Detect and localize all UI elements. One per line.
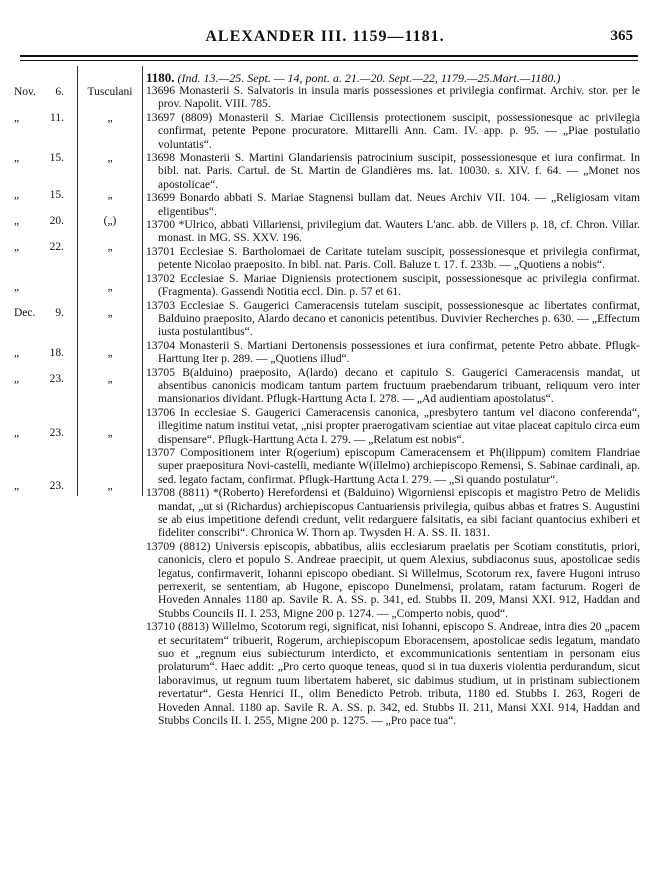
- margin-month: Nov.: [14, 86, 36, 98]
- regest-entry: 13703 Ecclesiae S. Gaugerici Cameracensis tutelam suscipit, possessionesque ac libertates confirmat, Balduino praeposito, Alardo decano et canonicis petentibus. Duvivier Recherches p. 630. — „Effectum iusta postulantibus“.: [146, 298, 640, 339]
- regest-entry: 13696 Monasterii S. Salvatoris in insula maris possessiones et privilegia confirmat. Archiv. stor. per le prov. Napolit. VIII. 785.: [146, 84, 640, 111]
- regest-entry: 13706 In ecclesiae S. Gaugerici Cameracensis canonica, „presbytero tantum vel diacono conferenda“, illegitime natum institui vetat, „nisi propter praerogativam scientiae aut vitae placeat capitulo circa eum dispensare“. Pflugk-Harttung Acta I. 279. — „Relatum est nobis“.: [146, 405, 640, 446]
- margin-month: „: [14, 281, 20, 293]
- margin-month: „: [14, 215, 20, 227]
- margin-month: „: [14, 480, 20, 492]
- margin-month: „: [14, 347, 20, 359]
- margin-month: „: [14, 112, 20, 124]
- margin-day: 15.: [49, 189, 64, 201]
- margin-date: [14, 189, 64, 201]
- regest-entry: 13705 B(alduino) praeposito, A(lardo) decano et capitulo S. Gaugerici Cameracensis mandat, ut absentibus canonicis modicam tantum partem fructuum praebendarum tribuant, reliquum vero inter mansionarios dividant. Pflugk-Harttung Acta I. 278. — „Ad audientiam apostolatus“.: [146, 365, 640, 406]
- margin-place: „: [107, 189, 113, 201]
- margin-day: 18.: [49, 347, 64, 359]
- margin-place: „: [107, 427, 113, 439]
- regest-entry: 13707 Compositionem inter R(ogerium) episcopum Cameracensem et Ph(ilippum) comitem Flandriae super praepositura Novi-castelli, mediante W(illelmo) archiepiscopo Remensi, S. Sabinae cardinali, ap. sed. legato factam, confirmat. Pflugk-Harttung Acta I. 279. — „Si quando postulatur“.: [146, 445, 640, 486]
- margin-date: [14, 480, 64, 492]
- regest-entry: 13697 (8809) Monasterii S. Mariae Cicillensis protectionem suscipit, possessionesque ac privilegia confirmat, petente Pepone procuratore. Mittarelli Ann. Cam. IV. app. p. 95. — „Piae postulatio voluntatis“.: [146, 110, 640, 151]
- regest-entry: 13702 Ecclesiae S. Mariae Digniensis protectionem suscipit, possessionesque ac privilegia confirmat. (Fragmenta). Gassendi Notitia eccl. Din. p. 57 et 61.: [146, 271, 640, 299]
- regest-entry: 13708 (8811) *(Roberto) Herefordensi et (Balduino) Wigorniensi episcopis et magistro Petro de Melidis mandat, „ut si (Richardus) archiepiscopus Cantuariensis privilegia, quibus abbas et fratres S. Augustini se ab eius impetitione defendi credunt, velit redarguere falsitatis, ea sibi faciant quantocius exhiberi et fideliter conscribi“. Chronica W. Thorn ap. Twysden H. A. SS. II. 1831.: [146, 486, 640, 540]
- regesta-entries: [146, 84, 640, 728]
- margin-date: [14, 86, 64, 98]
- header-rule-bottom: [20, 60, 638, 61]
- regest-entry: 13704 Monasterii S. Martiani Dertonensis possessiones et iura confirmat, petente Petro abbate. Pflugk-Harttung Iter p. 289. — „Quotiens illud“.: [146, 338, 640, 366]
- regest-entry: 13701 Ecclesiae S. Bartholomaei de Caritate tutelam suscipit, possessionesque et privilegia confirmat, petente Nicolao praeposito. In bibl. nat. Paris. Coll. Baluze t. 17. f. 233b. — „Quotiens a nobis“.: [146, 244, 640, 272]
- margin-place: „: [107, 480, 113, 492]
- margin-date: [14, 112, 64, 124]
- page-number: 365: [610, 28, 633, 44]
- margin-date: [14, 215, 64, 227]
- regest-entry: 13700 *Ulrico, abbati Villariensi, privilegium dat. Wauters L'anc. abb. de Villers p. 18, cf. Chron. Villar. monast. in MG. SS. XXV. 196.: [146, 218, 640, 245]
- margin-place: „: [107, 112, 113, 124]
- margin-place: „: [107, 347, 113, 359]
- margin-day: 9.: [55, 307, 64, 319]
- margin-date: [14, 152, 64, 164]
- margin-day: 15.: [49, 152, 64, 164]
- margin-day: 20.: [49, 215, 64, 227]
- margin-date: [14, 427, 64, 439]
- margin-place: „: [107, 152, 113, 164]
- margin-place: „: [107, 307, 113, 319]
- margin-day: 6.: [55, 86, 64, 98]
- margin-date: [14, 347, 64, 359]
- header-rule-top: [20, 55, 638, 57]
- regest-entry: 13699 Bonardo abbati S. Mariae Stagnensi bullam dat. Neues Archiv VII. 104. — „Religiosam vitam eligentibus“.: [146, 191, 640, 218]
- margin-month: „: [14, 189, 20, 201]
- margin-day: 22.: [49, 241, 64, 253]
- margin-place: Tusculani: [87, 86, 133, 98]
- margin-month: Dec.: [14, 307, 36, 319]
- margin-place: „: [107, 281, 113, 293]
- margin-month: „: [14, 373, 20, 385]
- regest-entry: 13698 Monasterii S. Martini Glandariensis patrocinium suscipit, possessionesque et iura confirmat. In bibl. nat. Paris. Cartul. de St. Martin de Glandières ms. lat. 10030. s. XIV. f. 64. — „Monet nos apostolicae“.: [146, 151, 640, 191]
- margin-place: „: [107, 373, 113, 385]
- page-header: [0, 26, 650, 50]
- margin-place: „: [107, 241, 113, 253]
- margin-month: „: [14, 152, 20, 164]
- margin-day: 23.: [49, 427, 64, 439]
- margin-date: [14, 281, 64, 293]
- margin-place: („): [103, 215, 117, 227]
- year-label: 1180.: [146, 70, 175, 85]
- margin-date: [14, 307, 64, 319]
- margin-day: 11.: [50, 112, 64, 124]
- regest-entry: 13710 (8813) Willelmo, Scotorum regi, significat, nisi Iohanni, episcopo S. Andreae, intra dies 20 „pacem et securitatem“ tribuerit, Rogerum, archiepiscopum Eboracensem, apostolicae sedis legatum, mandato suo et „regnum eius subiecturum interdicto, et excommunicationis sententiam in personam eius prolaturum“. Haec addit: „Pro certo quoque teneas, quod si in tua duxeris violentia perdurandum, sicut laboravimus, ut regnum tuum libertatem haberet, sic dabimus studium, ut in pristinam subiectionem revertatur“. Gesta Henrici II., olim Benedicto Petrob. tributa, 1180 ed. Stubbs I. 263, Rogeri de Hoveden Annal. 1180 ap. Savile R. A. SS. p. 342, ed. Stubbs II. 211, Mansi XXI. 914, Haddan and Stubbs Concils II. I. 255, Migne 200 p. 1275. — „Pro pace tua“.: [146, 620, 640, 728]
- margin-date: [14, 373, 64, 385]
- margin-month: „: [14, 427, 20, 439]
- column-divider-place: [142, 66, 143, 496]
- margin-month: „: [14, 241, 20, 253]
- margin-day: 23.: [49, 373, 64, 385]
- running-title: ALEXANDER III. 1159—1181.: [205, 28, 445, 45]
- indiction-dates: (Ind. 13.—25. Sept. — 14, pont. a. 21.—20. Sept.—22, 1179.—25.Mart.—1180.): [177, 71, 561, 85]
- margin-date: [14, 241, 64, 253]
- margin-day: 23.: [49, 480, 64, 492]
- regest-entry: 13709 (8812) Universis episcopis, abbatibus, aliis ecclesiarum praelatis per Scotiam constitutis, priori, canonicis, clero et populo S. Andreae praecipit, ut quem Alexius, subdiaconus suus, apostolicae sedis legatus, confirmaverit, Iohanni episcopo obediant. Si Willelmus, Scotorum rex, favere Hugoni intruso perrexerit, se sententiam, ab Hugone, episcopo Dunelmensi, prolatam, ratam facturum. Rogeri de Hoveden Annales 1180 ap. Savile R. A. SS. p. 341, ed. Stubbs II. 209, Mansi XXI. 912, Haddan and Stubbs Councils II. I. 253, Migne 200 p. 1274. — „Comperto nobis, quod“.: [146, 539, 640, 620]
